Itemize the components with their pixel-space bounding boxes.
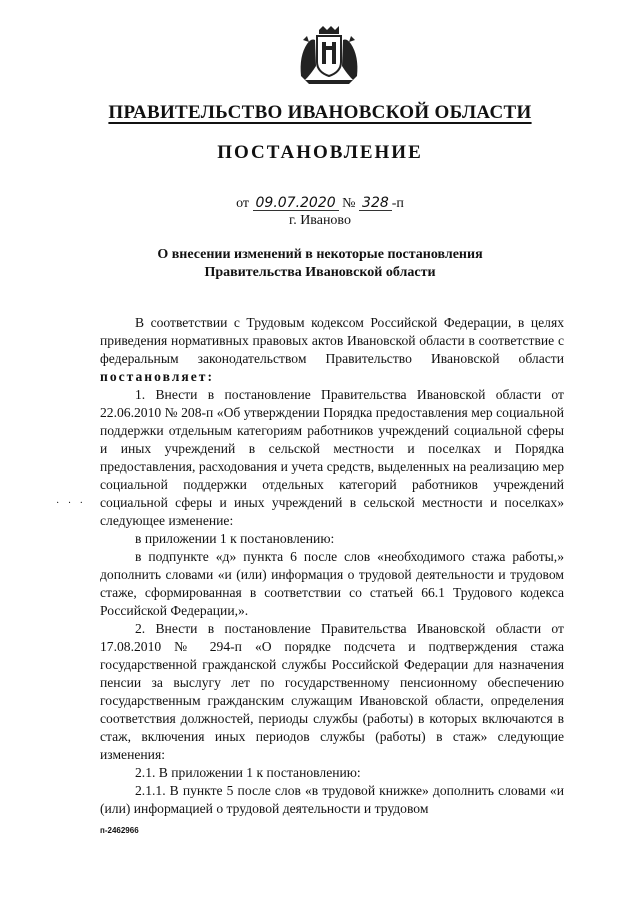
subject-line-2: Правительства Ивановской области	[204, 265, 436, 280]
coat-of-arms-icon	[297, 26, 361, 84]
government-title: ПРАВИТЕЛЬСТВО ИВАНОВСКОЙ ОБЛАСТИ	[108, 102, 532, 123]
handwritten-number: 328	[359, 196, 392, 211]
paragraph-2: в приложении 1 к постановлению:	[135, 531, 335, 546]
number-suffix: -п	[391, 196, 404, 211]
date-prefix: от	[236, 196, 249, 211]
date-number-line	[0, 196, 640, 212]
handwritten-date: 09.07.2020	[253, 196, 339, 211]
paragraph-4: 2. Внести в постановление Правительства Ивановской области от 17.08.2010 № 294-п «О порядке подсчета и подтверждения стажа государственной гражданской службы Российской Федерации для назначения пенсии за выслугу лет по государственному пенсионному обеспечению государственным гражданским служащим Ивановской области, определения соответствия должностей, периоды службы (работы) в которых включаются в стаж, включения иных периодов службы (работы) в стаж» следующие изменения:	[100, 621, 564, 762]
paragraph-1: 1. Внести в постановление Правительства Ивановской области от 22.06.2010 № 208-п «Об утверждении Порядка предоставления мер социальной поддержки отдельным категориям работников учреждений социальной сферы и иных учреждений в сельской местности и поселках и Порядка предоставления, расходования и учета средств, выделенных на реализацию мер социальной поддержки отдельных категорий работников учреждений социальной сферы и иных учреждений в сельской местности и поселках» следующее изменение:	[100, 387, 564, 528]
intro-keyword: постановляет:	[100, 369, 214, 384]
paragraph-6: 2.1.1. В пункте 5 после слов «в трудовой книжке» дополнить словами «и (или) информацией о трудовой деятельности и трудовом	[100, 783, 564, 816]
paragraph-3: в подпункте «д» пункта 6 после слов «необходимого стажа работы,» дополнить словами «и (или) информация о трудовой деятельности и трудовом стаже, сформированная в соответствии со статьей 66.1 Трудового кодекса Российской Федерации,».	[100, 549, 564, 618]
document-type: ПОСТАНОВЛЕНИЕ	[217, 142, 423, 163]
document-body	[100, 314, 564, 818]
paragraph-5: 2.1. В приложении 1 к постановлению:	[135, 765, 361, 780]
footer-code: п-2462966	[100, 826, 139, 835]
subject-line-1: О внесении изменений в некоторые постановления	[157, 247, 483, 262]
city: г. Иваново	[289, 213, 351, 228]
document-subject	[0, 246, 640, 282]
margin-marks: · · ·	[56, 498, 86, 509]
intro-paragraph: В соответствии с Трудовым кодексом Российской Федерации, в целях приведения нормативных правовых актов Ивановской области в соответствие с федеральным законодательством Правительство Ивановской области постановляет:	[100, 315, 564, 384]
number-sign: №	[342, 196, 356, 211]
